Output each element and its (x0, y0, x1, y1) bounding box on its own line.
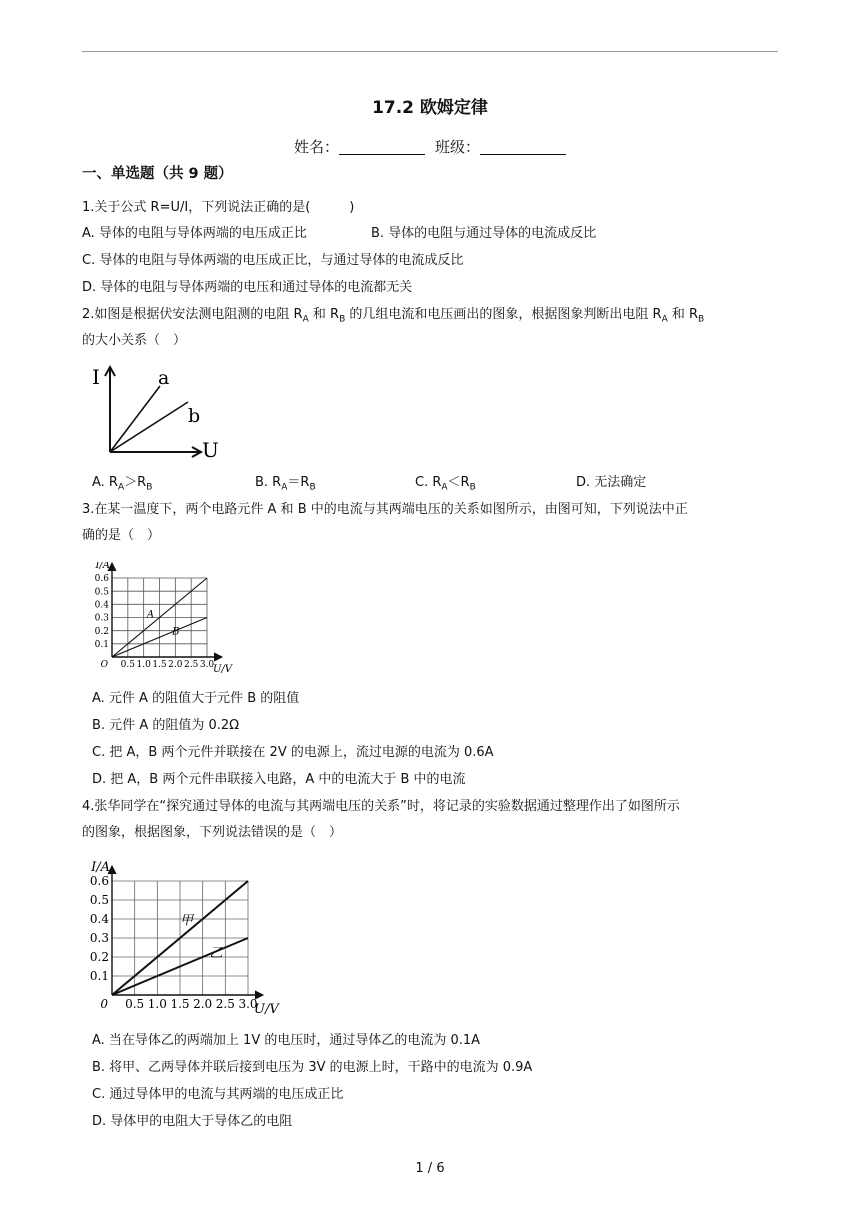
y-tick-label: 0.6 (94, 574, 109, 585)
q2-y-label: I (92, 365, 100, 389)
y-tick-label: 0.3 (89, 931, 109, 946)
x-tick-label: 0.5 (120, 660, 135, 670)
q4-chart (82, 855, 294, 1025)
q2-label-b: b (188, 405, 201, 427)
q4-option-d: D. 导体甲的电阻大于导体乙的电阻 (92, 1114, 293, 1129)
y-tick-label: 0.1 (94, 639, 109, 650)
page-title: 17.2 欧姆定律 (372, 98, 488, 118)
class-blank[interactable] (480, 140, 566, 155)
y-axis-label: I/A (91, 860, 110, 875)
q4-stem-line2: 的图象，根据图象，下列说法错误的是（ ） (82, 825, 343, 840)
q2-x-label: U (202, 438, 219, 462)
q1-option-b: B. 导体的电阻与通过导体的电流成反比 (371, 226, 597, 241)
x-tick-label: 1.5 (170, 997, 190, 1011)
y-axis-label: I/A (95, 562, 110, 571)
q2-line-a (110, 386, 160, 452)
name-blank[interactable] (339, 140, 425, 155)
x-tick-label: 0.5 (125, 997, 145, 1011)
q4-option-c: C. 通过导体甲的电流与其两端的电压成正比 (92, 1087, 344, 1102)
series-label: 甲 (180, 913, 194, 929)
x-tick-label: 2.5 (184, 660, 199, 670)
y-tick-label: 0.4 (94, 600, 109, 611)
y-tick-label: 0.1 (89, 969, 109, 984)
q1-stem: 1.关于公式 R=U/I，下列说法正确的是( ) (82, 200, 355, 215)
page-footer: 1 / 6 (415, 1161, 445, 1176)
q2-label-a: a (158, 367, 170, 389)
y-tick-label: 0.5 (89, 893, 109, 908)
origin-label: O (100, 660, 108, 670)
header-rule (82, 51, 778, 52)
x-tick-label: 1.5 (152, 660, 167, 670)
q1-option-a: A. 导体的电阻与导体两端的电压成正比 (82, 226, 307, 241)
x-tick-label: 3.0 (238, 997, 258, 1011)
q3-option-d: D. 把 A，B 两个元件串联接入电路，A 中的电流大于 B 中的电流 (92, 772, 466, 787)
y-tick-label: 0.2 (94, 626, 109, 637)
y-tick-label: 0.3 (94, 613, 109, 624)
q4-stem-line1: 4.张华同学在“探究通过导体的电流与其两端电压的关系”时，将记录的实验数据通过整理作出了如图所示 (82, 799, 680, 814)
q1-option-c: C. 导体的电阻与导体两端的电压成正比，与通过导体的电流成反比 (82, 253, 464, 268)
y-tick-label: 0.6 (89, 874, 109, 889)
x-axis-label: U/V (213, 664, 233, 675)
y-tick-label: 0.5 (94, 587, 109, 598)
q2-line-b (110, 402, 188, 452)
series-label: A (146, 609, 155, 621)
q3-chart (88, 562, 238, 678)
x-tick-label: 2.5 (215, 997, 235, 1011)
x-axis-label: U/V (254, 1002, 279, 1017)
x-tick-label: 2.0 (168, 660, 183, 670)
q2-option-c: C. $R_A<R_B$ (415, 475, 476, 493)
series-label: B (172, 626, 180, 638)
q2-option-d: D. 无法确定 (576, 475, 647, 490)
class-label: 班级： (435, 138, 481, 156)
q2-stem-line1: 2.如图是根据伏安法测电阻测的电阻 $R_A$ 和 $R_B$ 的几组电流和电压画出的图象，根据图象判断出电阻 $R_A$ 和 $R_B$ (82, 307, 705, 325)
series-label: 乙 (209, 946, 223, 961)
q3-stem-line1: 3.在某一温度下，两个电路元件 A 和 B 中的电流与其两端电压的关系如图所示，由图可知，下列说法中正 (82, 502, 688, 517)
y-tick-label: 0.2 (89, 950, 109, 965)
q4-option-b: B. 将甲、乙两导体并联后接到电压为 3V 的电源上时，干路中的电流为 0.9A (92, 1060, 533, 1075)
x-axis-arrow (214, 653, 222, 661)
section-heading: 一、单选题（共 9 题） (82, 166, 233, 182)
q2-stem-line2: 的大小关系（ ） (82, 333, 187, 348)
x-tick-label: 2.0 (193, 997, 213, 1011)
q2-option-a: A. $R_A>R_B$ (92, 475, 153, 493)
q3-option-b: B. 元件 A 的阻值为 0.2Ω (92, 718, 240, 733)
q2-figure (88, 362, 228, 466)
name-label: 姓名： (293, 138, 339, 156)
x-tick-label: 3.0 (199, 660, 215, 670)
q4-option-a: A. 当在导体乙的两端加上 1V 的电压时，通过导体乙的电流为 0.1A (92, 1033, 481, 1048)
name-class-bar (0, 136, 860, 157)
q2-option-b: B. $R_A=R_B$ (255, 475, 316, 493)
origin-label: 0 (100, 997, 108, 1011)
q1-option-d: D. 导体的电阻与导体两端的电压和通过导体的电流都无关 (82, 280, 413, 295)
q3-option-a: A. 元件 A 的阻值大于元件 B 的阻值 (92, 691, 300, 706)
y-tick-label: 0.4 (89, 912, 109, 927)
q3-option-c: C. 把 A，B 两个元件并联接在 2V 的电源上，流过电源的电流为 0.6A (92, 745, 494, 760)
q3-stem-line2: 确的是（ ） (82, 528, 161, 543)
x-tick-label: 1.0 (136, 660, 151, 670)
x-tick-label: 1.0 (147, 997, 167, 1011)
